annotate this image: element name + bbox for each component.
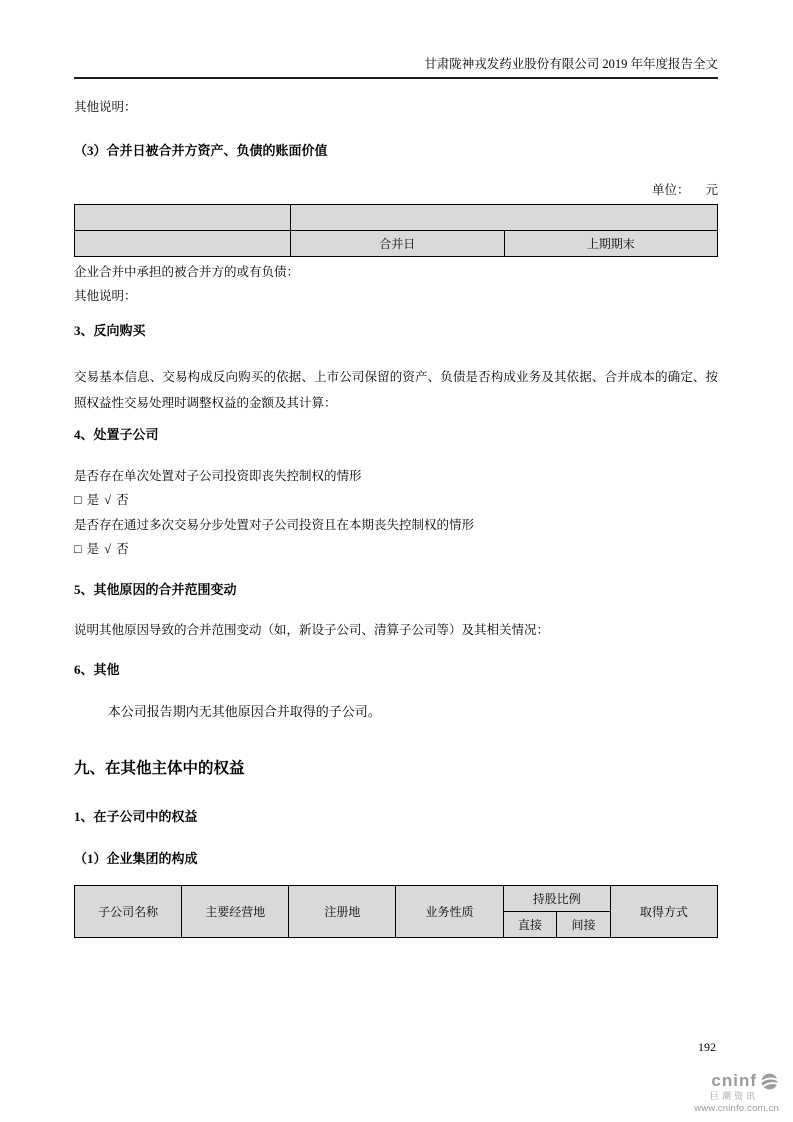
cninfo-logo-row [694,1072,779,1091]
page-content [74,0,718,938]
other-note-2: 其他说明： [74,289,137,303]
heading-3: 3、反向购买 [74,323,146,338]
report-header-title: 甘肃陇神戎发药业股份有限公司 2019 年年度报告全文 [424,57,718,71]
cninfo-logo-url: www.cninfo.com.cn [694,1102,779,1114]
unit-value: 元 [705,183,718,197]
answer-2: □ 是 √ 否 [74,542,130,556]
table-row [75,231,718,257]
cninfo-swirl-icon [760,1072,779,1091]
empty-cell [75,231,291,257]
prior-period-header-cell: 上期期末 [504,231,718,257]
empty-cell [75,205,291,231]
contingent-liabilities-text: 企业合并中承担的被合并方的或有负债： [74,265,300,279]
question-1: 是否存在单次处置对子公司投资即丧失控制权的情形 [74,469,362,483]
paragraph-6: 本公司报告期内无其他原因合并取得的子公司。 [107,704,381,719]
indirect-header: 间接 [557,912,611,938]
question-2: 是否存在通过多次交易分步处置对子公司投资且在本期丧失控制权的情形 [74,518,475,532]
report-header [74,0,718,79]
heading-5: 5、其他原因的合并范围变动 [74,582,237,597]
paragraph-5: 说明其他原因导致的合并范围变动（如，新设子公司、清算子公司等）及其相关情况： [74,623,550,637]
shareholding-ratio-header: 持股比例 [503,886,610,912]
heading-3-3: （3）合并日被合并方资产、负债的账面价值 [74,143,328,158]
table-row [75,205,718,231]
unit-line [74,182,718,198]
merge-date-table [74,204,718,257]
heading-9-1-1: （1）企业集团的构成 [74,851,198,866]
heading-9: 九、在其他主体中的权益 [74,760,245,777]
subsidiaries-table [74,885,718,938]
unit-label: 单位： [651,183,690,197]
empty-merged-cell [291,205,718,231]
subsidiary-name-header: 子公司名称 [75,886,182,938]
cninfo-logo-cn-name: 巨潮资讯 [709,1090,758,1101]
table-header-row [75,886,718,912]
page-number: 192 [698,1040,716,1054]
acquisition-method-header: 取得方式 [610,886,717,938]
other-note-1: 其他说明： [74,100,137,114]
paragraph-3: 交易基本信息、交易构成反向购买的依据、上市公司保留的资产、负债是否构成业务及其依据、合并成本的确定、按照权益性交易处理时调整权益的金额及其计算： [74,370,718,410]
answer-1: □ 是 √ 否 [74,493,130,507]
heading-6: 6、其他 [74,662,120,677]
main-location-header: 主要经营地 [182,886,289,938]
cninfo-logo-word: cninf [711,1070,757,1090]
heading-4: 4、处置子公司 [74,427,159,442]
heading-9-1: 1、在子公司中的权益 [74,809,198,824]
direct-header: 直接 [503,912,557,938]
cninfo-logo [694,1072,779,1114]
business-nature-header: 业务性质 [396,886,503,938]
registration-place-header: 注册地 [289,886,396,938]
merge-date-header-cell: 合并日 [291,231,505,257]
